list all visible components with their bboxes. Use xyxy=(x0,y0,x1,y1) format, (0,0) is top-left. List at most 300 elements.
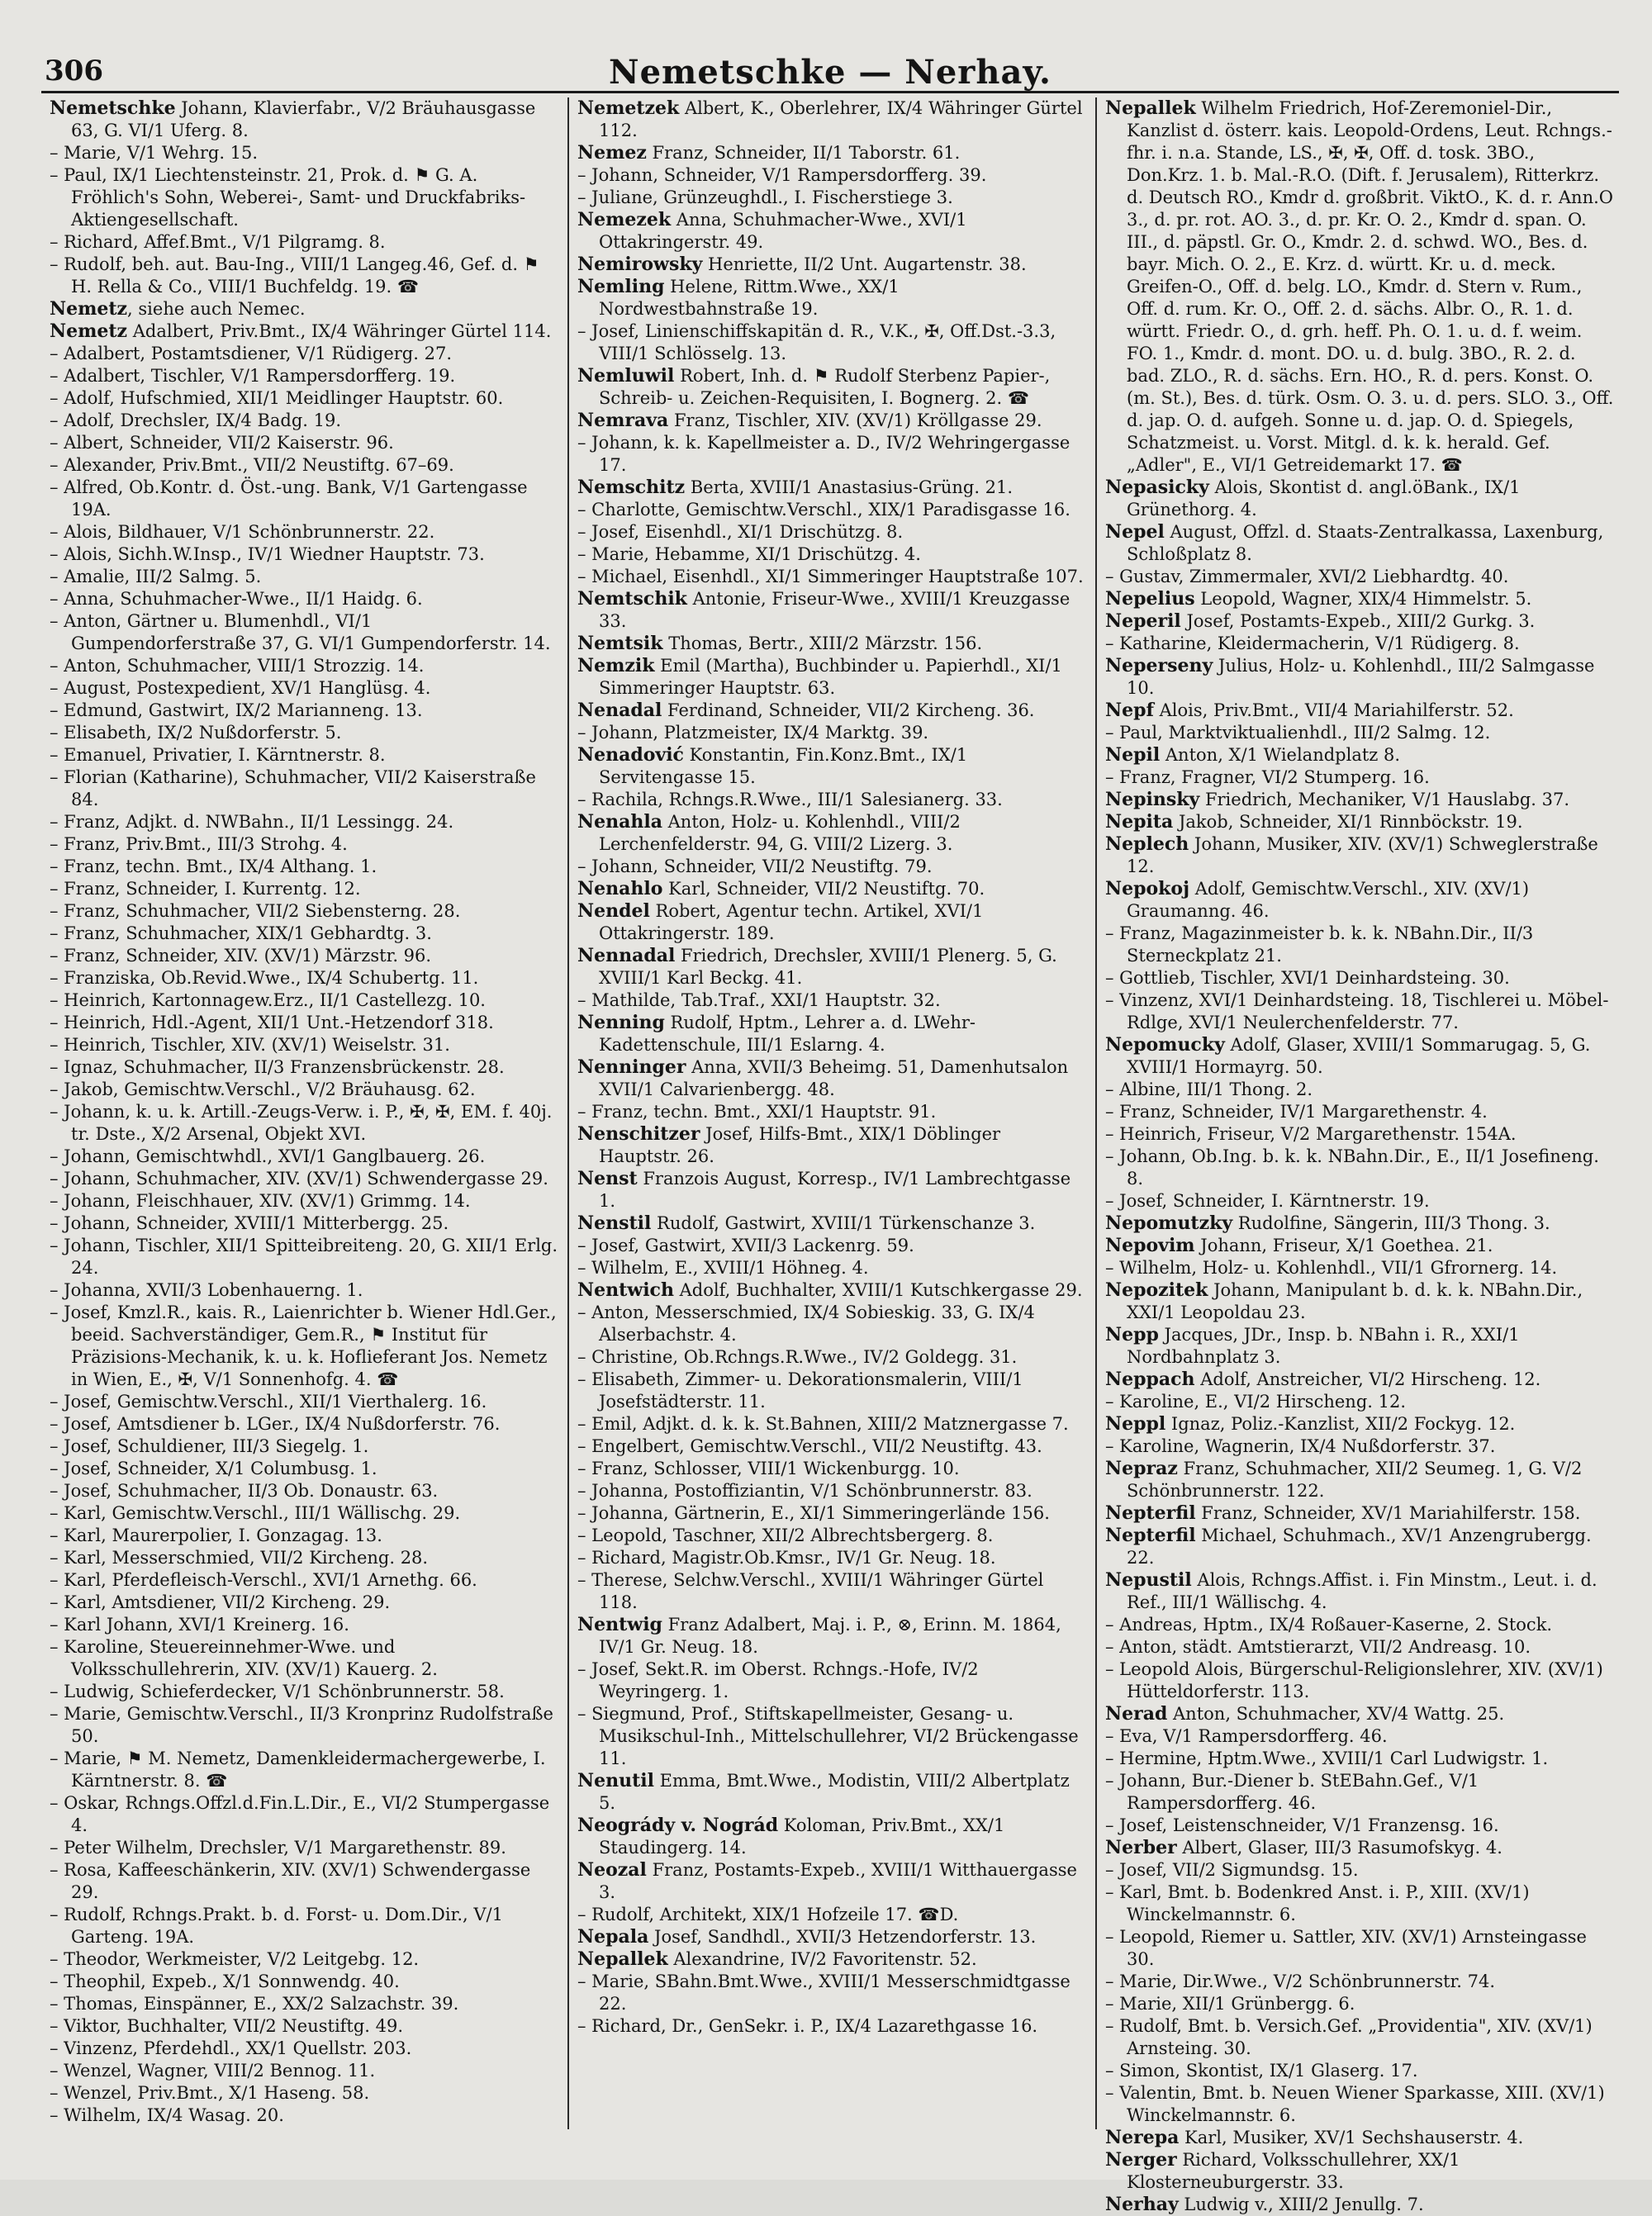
entry-text: – Johann, Bur.-Diener b. StEBahn.Gef., V/1 Rampersdorfferg. 46. xyxy=(1105,1771,1479,1813)
entry-text: – Gottlieb, Tischler, XVI/1 Deinhardsteing. 30. xyxy=(1105,968,1510,988)
entry-text: – Heinrich, Hdl.-Agent, XII/1 Unt.-Hetzendorf 318. xyxy=(50,1013,494,1032)
directory-entry xyxy=(577,722,1087,744)
entry-text: Alois, Priv.Bmt., VII/4 Mariahilferstr. 52. xyxy=(1153,700,1514,720)
entry-surname: Nentwig xyxy=(577,1614,662,1635)
directory-entry xyxy=(50,1792,559,1837)
directory-entry xyxy=(577,856,1087,878)
entry-text: – Engelbert, Gemischtw.Verschl., VII/2 Neustiftg. 43. xyxy=(577,1436,1042,1456)
entry-text: – Albine, III/1 Thong. 2. xyxy=(1105,1080,1313,1099)
directory-entry xyxy=(1105,1569,1615,1614)
entry-surname: Nenschitzer xyxy=(577,1123,700,1145)
entry-text: – Franz, Schuhmacher, VII/2 Siebensterng. 28. xyxy=(50,901,461,921)
entry-surname: Nepinsky xyxy=(1105,789,1200,810)
entry-surname: Nenstil xyxy=(577,1212,652,1234)
entry-text: – Johann, Gemischtwhdl., XVI/1 Ganglbauerg. 26. xyxy=(50,1146,486,1166)
entry-text: – Franz, Schneider, XIV. (XV/1) Märzstr. 96. xyxy=(50,946,432,966)
entry-text: – Rachila, Rchngs.R.Wwe., III/1 Salesianerg. 33. xyxy=(577,790,1003,809)
directory-entry xyxy=(1105,923,1615,967)
entry-text: – Josef, Kmzl.R., kais. R., Laienrichter b. Wiener Hdl.Ger., beeid. Sachverständiger, Gem.R., ⚑ Institut für Präzisions-Mechanik, k. u. k. Hoflieferant Jos. Nemetz in Wien, E., ✠, V/1 Sonnenhofg. 4. ☎ xyxy=(50,1303,557,1389)
entry-surname: Nepil xyxy=(1105,744,1161,766)
entry-text: – Heinrich, Friseur, V/2 Margarethenstr. 154A. xyxy=(1105,1124,1517,1144)
header-rule xyxy=(41,91,1619,93)
directory-entry xyxy=(577,1012,1087,1056)
directory-entry xyxy=(50,833,559,856)
directory-entry xyxy=(50,1948,559,1971)
entry-text: – Johann, Fleischhauer, XIV. (XV/1) Grimmg. 14. xyxy=(50,1191,471,1211)
directory-entry xyxy=(50,543,559,566)
directory-entry xyxy=(1105,766,1615,789)
entry-text: – Ignaz, Schuhmacher, II/3 Franzensbrückenstr. 28. xyxy=(50,1057,505,1077)
directory-entry xyxy=(1105,811,1615,833)
entry-text: Anna, Schuhmacher-Wwe., XVI/1 Ottakringerstr. 49. xyxy=(599,210,967,252)
entry-text: Franz, Tischler, XIV. (XV/1) Kröllgasse 29. xyxy=(668,410,1042,430)
entry-text: Robert, Agentur techn. Artikel, XVI/1 Ottakringerstr. 189. xyxy=(599,901,984,943)
directory-entry xyxy=(50,477,559,521)
entry-surname: Nemetz xyxy=(50,320,128,342)
directory-entry xyxy=(1105,1146,1615,1190)
directory-entry xyxy=(1105,1658,1615,1703)
entry-text: – Josef, Schuldiener, III/3 Siegelg. 1. xyxy=(50,1436,369,1456)
columns xyxy=(41,97,1623,2215)
entry-text: – Josef, VII/2 Sigmundsg. 15. xyxy=(1105,1860,1359,1880)
entry-text: Koloman, Priv.Bmt., XX/1 Staudingerg. 14. xyxy=(599,1815,1005,1858)
entry-text: – Johann, Schneider, V/1 Rampersdorfferg. 39. xyxy=(577,165,987,185)
directory-entry xyxy=(50,1547,559,1569)
entry-surname: Nepraz xyxy=(1105,1458,1178,1479)
directory-entry xyxy=(1105,633,1615,655)
entry-text: Adalbert, Priv.Bmt., IX/4 Währinger Gürtel 114. xyxy=(127,321,552,341)
entry-text: – Christine, Ob.Rchngs.R.Wwe., IV/2 Goldegg. 31. xyxy=(577,1347,1018,1367)
entry-text: – Marie, Dir.Wwe., V/2 Schönbrunnerstr. 74. xyxy=(1105,1972,1496,1991)
entry-text: – Josef, Schneider, I. Kärntnerstr. 19. xyxy=(1105,1191,1430,1211)
directory-entry xyxy=(1105,1279,1615,1324)
entry-text: – Richard, Dr., GenSekr. i. P., IX/4 Lazarethgasse 16. xyxy=(577,2016,1038,2036)
directory-entry xyxy=(577,1056,1087,1101)
entry-surname: Nepokoj xyxy=(1105,878,1190,899)
entry-text: – Franziska, Ob.Revid.Wwe., IX/4 Schubertg. 11. xyxy=(50,968,479,988)
entry-text: – Johanna, Postoffiziantin, V/1 Schönbrunnerstr. 83. xyxy=(577,1481,1032,1501)
entry-text: Alois, Rchngs.Affist. i. Fin Minstm., Leut. i. d. Ref., III/1 Wällischg. 4. xyxy=(1127,1570,1597,1612)
entry-text: – Theodor, Werkmeister, V/2 Leitgebg. 12. xyxy=(50,1949,420,1969)
entry-text: – Anton, Messerschmied, IX/4 Sobieskig. 33, G. IX/4 Alserbachstr. 4. xyxy=(577,1303,1035,1345)
directory-entry xyxy=(1105,1101,1615,1123)
entry-surname: Nepovim xyxy=(1105,1235,1195,1256)
directory-entry xyxy=(50,1480,559,1502)
directory-entry xyxy=(577,142,1087,164)
entry-text: – Albert, Schneider, VII/2 Kaiserstr. 96. xyxy=(50,433,394,453)
directory-entry xyxy=(50,1458,559,1480)
directory-entry xyxy=(577,1658,1087,1703)
directory-entry xyxy=(1105,477,1615,521)
entry-text: Berta, XVIII/1 Anastasius-Grüng. 21. xyxy=(685,477,1014,497)
directory-entry xyxy=(577,566,1087,588)
directory-entry xyxy=(577,900,1087,945)
entry-text: Adolf, Glaser, XVIII/1 Sommarugag. 5, G. XVIII/1 Hormayrg. 50. xyxy=(1127,1035,1591,1077)
entry-text: – Johanna, XVII/3 Lobenhauerng. 1. xyxy=(50,1280,363,1300)
entry-text: – Alexander, Priv.Bmt., VII/2 Neustiftg. 67–69. xyxy=(50,455,454,475)
directory-entry xyxy=(50,410,559,432)
entry-text: – August, Postexpedient, XV/1 Hanglüsg. 4. xyxy=(50,678,431,698)
entry-text: Ferdinand, Schneider, VII/2 Kircheng. 36. xyxy=(662,700,1035,720)
entry-text: – Florian (Katharine), Schuhmacher, VII/2 Kaiserstraße 84. xyxy=(50,767,536,809)
entry-text: Josef, Hilfs-Bmt., XIX/1 Döblinger Hauptstr. 26. xyxy=(599,1124,1001,1166)
entry-text: – Charlotte, Gemischtw.Verschl., XIX/1 Paradisgasse 16. xyxy=(577,500,1070,520)
entry-text: Jakob, Schneider, XI/1 Rinnböckstr. 19. xyxy=(1173,812,1523,832)
entry-text: Michael, Schuhmach., XV/1 Anzengrubergg. 22. xyxy=(1127,1526,1592,1568)
directory-entry xyxy=(577,1458,1087,1480)
directory-entry xyxy=(50,387,559,410)
entry-text: – Paul, IX/1 Liechtensteinstr. 21, Prok. d. ⚑ G. A. Fröhlich's Sohn, Weberei-, Samt- und Druckfabriks-Aktiengesellschaft. xyxy=(50,165,526,230)
directory-entry xyxy=(577,97,1087,142)
entry-surname: Nepala xyxy=(577,1926,649,1948)
entry-text: – Vinzenz, Pferdehdl., XX/1 Quellstr. 203. xyxy=(50,2038,412,2058)
entry-text: Franz, Schneider, II/1 Taborstr. 61. xyxy=(646,143,961,163)
directory-entry xyxy=(50,1502,559,1525)
directory-entry xyxy=(50,2015,559,2038)
directory-entry xyxy=(50,1413,559,1435)
entry-surname: Nemtsik xyxy=(577,633,663,654)
entry-text: – Siegmund, Prof., Stiftskapellmeister, Gesang- u. Musikschul-Inh., Mittelschullehrer, VI/2 Brückengasse 11. xyxy=(577,1704,1079,1768)
entry-text: Karl, Musiker, XV/1 Sechshauserstr. 4. xyxy=(1179,2128,1524,2147)
entry-text: Adolf, Gemischtw.Verschl., XIV. (XV/1) Graumanng. 46. xyxy=(1127,879,1530,921)
directory-entry xyxy=(1105,1748,1615,1770)
entry-text: – Anna, Schuhmacher-Wwe., II/1 Haidg. 6. xyxy=(50,589,423,609)
entry-text: Julius, Holz- u. Kohlenhdl., III/2 Salmgasse 10. xyxy=(1127,656,1595,698)
entry-text: Adolf, Anstreicher, VI/2 Hirscheng. 12. xyxy=(1194,1369,1541,1389)
directory-entry xyxy=(50,97,559,142)
entry-surname: Nemirowsky xyxy=(577,254,703,275)
directory-entry xyxy=(50,1525,559,1547)
entry-text: Friedrich, Mechaniker, V/1 Hauslabg. 37. xyxy=(1199,790,1570,809)
directory-entry xyxy=(1105,2082,1615,2127)
entry-text: Leopold, Wagner, XIX/4 Himmelstr. 5. xyxy=(1194,589,1532,609)
directory-entry xyxy=(1105,1079,1615,1101)
entry-text: – Alfred, Ob.Kontr. d. Öst.-ung. Bank, V/1 Gartengasse 19A. xyxy=(50,477,528,520)
entry-text: – Karl, Bmt. b. Bodenkred Anst. i. P., XIII. (XV/1) Winckelmannstr. 6. xyxy=(1105,1882,1530,1924)
directory-entry xyxy=(577,1257,1087,1279)
entry-text: – Johann, Tischler, XII/1 Spitteibreiteng. 20, G. XII/1 Erlg. 24. xyxy=(50,1236,558,1278)
directory-entry xyxy=(1105,1413,1615,1435)
entry-surname: Nepomutzky xyxy=(1105,1212,1233,1234)
entry-text: – Karoline, E., VI/2 Hirscheng. 12. xyxy=(1105,1392,1407,1412)
directory-entry xyxy=(50,1235,559,1279)
directory-entry xyxy=(1105,2149,1615,2194)
entry-text: Franzois August, Korresp., IV/1 Lambrechtgasse 1. xyxy=(599,1169,1071,1211)
column-2 xyxy=(567,97,1095,2129)
entry-text: – Johann, Platzmeister, IX/4 Marktg. 39. xyxy=(577,723,929,743)
entry-text: Josef, Postamts-Expeb., XIII/2 Gurkg. 3. xyxy=(1180,611,1536,631)
entry-text: – Elisabeth, Zimmer- u. Dekorationsmalerin, VIII/1 Josefstädterstr. 11. xyxy=(577,1369,1023,1412)
directory-entry xyxy=(577,2015,1087,2038)
entry-text: – Josef, Gastwirt, XVII/3 Lackenrg. 59. xyxy=(577,1236,914,1255)
directory-entry xyxy=(50,521,559,543)
directory-entry xyxy=(577,477,1087,499)
entry-surname: Nepasicky xyxy=(1105,477,1209,498)
entry-surname: Nenahlo xyxy=(577,878,663,899)
directory-entry xyxy=(50,1034,559,1056)
entry-text: – Franz, Priv.Bmt., III/3 Strohg. 4. xyxy=(50,834,348,854)
directory-entry xyxy=(577,365,1087,410)
entry-surname: Nenadović xyxy=(577,744,684,766)
entry-text: – Katharine, Kleidermacherin, V/1 Rüdigerg. 8. xyxy=(1105,633,1520,653)
directory-entry xyxy=(50,677,559,700)
directory-entry xyxy=(1105,1725,1615,1748)
directory-entry xyxy=(50,2060,559,2082)
directory-entry xyxy=(1105,1525,1615,1569)
directory-entry xyxy=(50,1190,559,1212)
entry-text: – Adolf, Hufschmied, XII/1 Meidlinger Hauptstr. 60. xyxy=(50,388,504,408)
entry-surname: Nemezek xyxy=(577,209,672,230)
entry-text: – Adalbert, Tischler, V/1 Rampersdorfferg. 19. xyxy=(50,366,456,386)
entry-text: – Rudolf, beh. aut. Bau-Ing., VIII/1 Langeg.46, Gef. d. ⚑ H. Rella & Co., VIII/1 Buchfeldg. 19. ☎ xyxy=(50,254,539,297)
directory-entry xyxy=(50,566,559,588)
entry-text: Wilhelm Friedrich, Hof-Zeremoniel-Dir., Kanzlist d. österr. kais. Leopold-Ordens, Leut. Rchngs.-fhr. i. n.a. Stande, LS., ✠, ✠, Off. d. tosk. 3BO., Don.Krz. 1. b. Mal.-R.O. (Dift. f. Jerusalem), Ritterkrz. d. Deutsch RO., Kmdr d. großbrit. ViktO., K. d. r. Ann.O 3., d. pr. rot. AO. 3., d. pr. Kr. O. 2., Kmdr d. span. O. III., d. päpstl. Gr. O., Kmdr. 2. d. schwd. WO., Bes. d. bayr. Mich. O. 2., E. Krz. d. württ. Kr. u. d. meck. Greifen-O., Off. d. belg. LO., Kmdr. d. Stern v. Rum., Off. d. rum. Kr. O., Off. 2. d. sächs. Albr. O., R. 1. d. württ. Friedr. O., d. grh. heff. Ph. O. 1. u. d. f. weim. FO. 1., Kmdr. d. mont. DO. u. d. bulg. 3BO., R. 2. d. bad. ZLO., R. d. sächs. Ern. HO., R. d. pers. Konst. O. (m. St.), Bes. d. türk. Osm. O. 3. u. d. pers. SLO. 3., Off. d. jap. O. d. aufgeh. Sonne u. d. jap. O. d. Spiegels, Schatzmeist. u. Vorst. Mitgl. d. k. k. herald. Gef. „Adler", E., VI/1 Getreidemarkt 17. ☎ xyxy=(1127,98,1614,475)
entry-surname: Nemetz xyxy=(50,298,128,320)
entry-surname: Nemling xyxy=(577,276,665,297)
entry-text: Rudolf, Hptm., Lehrer a. d. LWehr-Kadettenschule, III/1 Eslarng. 4. xyxy=(599,1013,976,1055)
entry-text: – Adolf, Drechsler, IX/4 Badg. 19. xyxy=(50,410,342,430)
directory-entry xyxy=(50,610,559,655)
entry-text: – Oskar, Rchngs.Offzl.d.Fin.L.Dir., E., VI/2 Stumpergasse 4. xyxy=(50,1793,550,1835)
entry-text: Anton, Schuhmacher, XV/4 Wattg. 25. xyxy=(1167,1704,1505,1724)
directory-entry xyxy=(577,164,1087,187)
directory-entry xyxy=(50,298,559,320)
entry-text: – Franz, techn. Bmt., IX/4 Althang. 1. xyxy=(50,857,377,876)
directory-entry xyxy=(50,1614,559,1636)
entry-text: – Jakob, Gemischtw.Verschl., V/2 Bräuhausg. 62. xyxy=(50,1080,476,1099)
entry-text: – Rudolf, Bmt. b. Versich.Gef. „Providentia", XIV. (XV/1) Arnsteing. 30. xyxy=(1105,2016,1593,2058)
directory-entry xyxy=(50,1703,559,1748)
entry-text: Alois, Skontist d. angl.öBank., IX/1 Grünethorg. 4. xyxy=(1127,477,1521,520)
directory-entry xyxy=(577,1926,1087,1948)
entry-text: Anton, X/1 Wielandplatz 8. xyxy=(1160,745,1401,765)
directory-entry xyxy=(1105,2060,1615,2082)
entry-text: – Alois, Bildhauer, V/1 Schönbrunnerstr. 22. xyxy=(50,522,435,542)
entry-text: – Josef, Eisenhdl., XI/1 Drischützg. 8. xyxy=(577,522,904,542)
entry-text: Emma, Bmt.Wwe., Modistin, VIII/2 Albertplatz 5. xyxy=(599,1771,1070,1813)
entry-text: – Johanna, Gärtnerin, E., XI/1 Simmeringerlände 156. xyxy=(577,1503,1050,1523)
directory-entry xyxy=(577,320,1087,365)
entry-text: – Adalbert, Postamtsdiener, V/1 Rüdigerg. 27. xyxy=(50,344,452,363)
directory-entry xyxy=(50,900,559,923)
entry-surname: Nenahla xyxy=(577,811,662,833)
entry-text: – Wilhelm, E., XVIII/1 Höhneg. 4. xyxy=(577,1258,869,1278)
entry-surname: Nemetschke xyxy=(50,97,176,119)
directory-entry xyxy=(50,1859,559,1904)
directory-entry xyxy=(577,1168,1087,1212)
directory-entry xyxy=(50,1636,559,1681)
entry-text: Friedrich, Drechsler, XVIII/1 Plenerg. 5, G. XVIII/1 Karl Beckg. 41. xyxy=(599,946,1057,988)
entry-text: – Anton, städt. Amtstierarzt, VII/2 Andreasg. 10. xyxy=(1105,1637,1531,1657)
entry-surname: Nendel xyxy=(577,900,650,922)
entry-surname: Nenst xyxy=(577,1168,638,1189)
directory-entry xyxy=(577,1369,1087,1413)
directory-entry xyxy=(1105,521,1615,566)
directory-entry xyxy=(577,1948,1087,1971)
entry-surname: Nemez xyxy=(577,142,647,164)
directory-entry xyxy=(577,789,1087,811)
entry-text: – Peter Wilhelm, Drechsler, V/1 Margarethenstr. 89. xyxy=(50,1838,506,1858)
entry-text: – Mathilde, Tab.Traf., XXI/1 Hauptstr. 32. xyxy=(577,990,941,1010)
entry-text: – Elisabeth, IX/2 Nußdorferstr. 5. xyxy=(50,723,342,743)
entry-text: – Josef, Gemischtw.Verschl., XII/1 Vierthalerg. 16. xyxy=(50,1392,487,1412)
entry-text: – Franz, Schuhmacher, XIX/1 Gebhardtg. 3. xyxy=(50,923,432,943)
entry-text: – Gustav, Zimmermaler, XVI/2 Liebhardtg. 40. xyxy=(1105,567,1509,586)
directory-entry xyxy=(1105,722,1615,744)
entry-text: Johann, Klavierfabr., V/2 Bräuhausgasse 63, G. VI/1 Uferg. 8. xyxy=(71,98,536,140)
entry-text: Jacques, JDr., Insp. b. NBahn i. R., XXI/1 Nordbahnplatz 3. xyxy=(1127,1325,1520,1367)
entry-text: – Therese, Selchw.Verschl., XVIII/1 Währinger Gürtel 118. xyxy=(577,1570,1044,1612)
entry-text: – Vinzenz, XVI/1 Deinhardsteing. 18, Tischlerei u. Möbel-Rdlge, XVI/1 Neulerchenfelderstr. 77. xyxy=(1105,990,1609,1032)
directory-entry xyxy=(50,1748,559,1792)
directory-entry xyxy=(50,766,559,811)
directory-entry xyxy=(1105,1770,1615,1815)
entry-text: – Michael, Eisenhdl., XI/1 Simmeringer Hauptstraße 107. xyxy=(577,567,1084,586)
directory-entry xyxy=(577,521,1087,543)
directory-entry xyxy=(1105,566,1615,588)
directory-entry xyxy=(577,811,1087,856)
entry-text: – Theophil, Expeb., X/1 Sonnwendg. 40. xyxy=(50,1972,400,1991)
directory-entry xyxy=(50,1146,559,1168)
entry-text: – Paul, Marktviktualienhdl., III/2 Salmg. 12. xyxy=(1105,723,1491,743)
entry-text: – Edmund, Gastwirt, IX/2 Marianneng. 13. xyxy=(50,700,423,720)
entry-text: – Karoline, Wagnerin, IX/4 Nußdorferstr. 37. xyxy=(1105,1436,1496,1456)
entry-text: – Franz, techn. Bmt., XXI/1 Hauptstr. 91. xyxy=(577,1102,937,1122)
entry-text: – Leopold, Riemer u. Sattler, XIV. (XV/1) Arnsteingasse 30. xyxy=(1105,1927,1587,1969)
directory-entry xyxy=(50,1101,559,1146)
directory-entry xyxy=(1105,588,1615,610)
entry-text: Antonie, Friseur-Wwe., XVIII/1 Kreuzgasse 33. xyxy=(599,589,1070,631)
directory-entry xyxy=(1105,1703,1615,1725)
directory-entry xyxy=(1105,1034,1615,1079)
entry-text: – Franz, Adjkt. d. NWBahn., II/1 Lessingg. 24. xyxy=(50,812,454,832)
entry-text: – Josef, Schuhmacher, II/3 Ob. Donaustr. 63. xyxy=(50,1481,439,1501)
entry-text: – Wenzel, Priv.Bmt., X/1 Haseng. 58. xyxy=(50,2083,370,2103)
entry-text: Thomas, Bertr., XIII/2 Märzstr. 156. xyxy=(662,633,983,653)
entry-text: – Karl, Gemischtw.Verschl., III/1 Wällischg. 29. xyxy=(50,1503,461,1523)
entry-text: – Simon, Skontist, IX/1 Glaserg. 17. xyxy=(1105,2061,1418,2081)
entry-text: Franz, Schuhmacher, XII/2 Seumeg. 1, G. V/2 Schönbrunnerstr. 122. xyxy=(1127,1459,1583,1501)
directory-entry xyxy=(577,945,1087,989)
entry-text: – Josef, Amtsdiener b. LGer., IX/4 Nußdorferstr. 76. xyxy=(50,1414,501,1434)
directory-entry xyxy=(50,1212,559,1235)
directory-entry xyxy=(577,700,1087,722)
directory-entry xyxy=(1105,97,1615,477)
directory-entry xyxy=(1105,655,1615,700)
directory-entry xyxy=(50,722,559,744)
entry-text: Rudolfine, Sängerin, III/3 Thong. 3. xyxy=(1232,1213,1550,1233)
directory-entry xyxy=(1105,610,1615,633)
entry-text: – Hermine, Hptm.Wwe., XVIII/1 Carl Ludwigstr. 1. xyxy=(1105,1749,1549,1768)
directory-entry xyxy=(50,164,559,231)
entry-text: – Richard, Magistr.Ob.Kmsr., IV/1 Gr. Neug. 18. xyxy=(577,1548,996,1568)
directory-entry xyxy=(1105,1859,1615,1881)
entry-surname: Neppach xyxy=(1105,1369,1195,1390)
entry-text: – Valentin, Bmt. b. Neuen Wiener Sparkasse, XIII. (XV/1) Winckelmannstr. 6. xyxy=(1105,2083,1605,2125)
directory-entry xyxy=(577,588,1087,633)
entry-text: – Heinrich, Tischler, XIV. (XV/1) Weiselstr. 31. xyxy=(50,1035,450,1055)
entry-text: Konstantin, Fin.Konz.Bmt., IX/1 Servitengasse 15. xyxy=(599,745,968,787)
entry-surname: Nerhay xyxy=(1105,2194,1179,2215)
entry-text: – Johann, k. u. k. Artill.-Zeugs-Verw. i. P., ✠, ✠, EM. f. 40j. tr. Dste., X/2 Arsenal, Objekt XVI. xyxy=(50,1102,553,1144)
entry-text: – Josef, Schneider, X/1 Columbusg. 1. xyxy=(50,1459,377,1478)
entry-text: Anton, Holz- u. Kohlenhdl., VIII/2 Lerchenfelderstr. 94, G. VIII/2 Lizerg. 3. xyxy=(599,812,961,854)
entry-surname: Nenning xyxy=(577,1012,665,1033)
directory-entry xyxy=(577,1101,1087,1123)
directory-entry xyxy=(1105,1212,1615,1235)
entry-surname: Nemetzek xyxy=(577,97,680,119)
entry-surname: Neppl xyxy=(1105,1413,1166,1435)
entry-text: Richard, Volksschullehrer, XX/1 Klosterneuburgerstr. 33. xyxy=(1127,2150,1460,2192)
directory-entry xyxy=(577,1502,1087,1525)
entry-text: – Johann, Schneider, VII/2 Neustiftg. 79. xyxy=(577,857,933,876)
directory-entry xyxy=(577,1815,1087,1859)
entry-text: – Karl Johann, XVI/1 Kreinerg. 16. xyxy=(50,1615,349,1635)
directory-entry xyxy=(577,1279,1087,1302)
directory-entry xyxy=(577,1123,1087,1168)
entry-surname: Nepterfil xyxy=(1105,1502,1196,1524)
entry-surname: Nepf xyxy=(1105,700,1154,721)
directory-entry xyxy=(1105,1636,1615,1658)
directory-entry xyxy=(50,2082,559,2104)
directory-entry xyxy=(50,254,559,298)
entry-surname: Neperil xyxy=(1105,610,1181,632)
entry-text: – Richard, Affef.Bmt., V/1 Pilgramg. 8. xyxy=(50,232,386,252)
entry-text: Johann, Manipulant b. d. k. k. NBahn.Dir., XXI/1 Leopoldau 23. xyxy=(1127,1280,1583,1322)
directory-entry xyxy=(577,1480,1087,1502)
entry-text: – Karl, Messerschmied, VII/2 Kircheng. 28. xyxy=(50,1548,429,1568)
directory-entry xyxy=(577,410,1087,432)
directory-entry xyxy=(577,499,1087,521)
directory-entry xyxy=(1105,1123,1615,1146)
directory-entry xyxy=(50,1391,559,1413)
directory-entry xyxy=(577,432,1087,477)
directory-entry xyxy=(50,1079,559,1101)
directory-entry xyxy=(50,967,559,989)
entry-text: – Ludwig, Schieferdecker, V/1 Schönbrunnerstr. 58. xyxy=(50,1682,505,1701)
directory-entry xyxy=(1105,967,1615,989)
entry-surname: Nemzik xyxy=(577,655,655,676)
entry-text: – Karl, Maurerpolier, I. Gonzagag. 13. xyxy=(50,1526,382,1545)
directory-entry xyxy=(577,1703,1087,1770)
directory-entry xyxy=(50,1592,559,1614)
entry-surname: Nepomucky xyxy=(1105,1034,1225,1056)
entry-surname: Nepustil xyxy=(1105,1569,1192,1591)
entry-text: – Johann, k. k. Kapellmeister a. D., IV/2 Wehringergasse 17. xyxy=(577,433,1070,475)
directory-entry xyxy=(1105,833,1615,878)
directory-entry xyxy=(1105,744,1615,766)
directory-entry xyxy=(50,811,559,833)
entry-text: Ignaz, Poliz.-Kanzlist, XII/2 Fockyg. 12. xyxy=(1165,1414,1516,1434)
directory-entry xyxy=(1105,1837,1615,1859)
directory-entry xyxy=(577,1904,1087,1926)
directory-entry xyxy=(50,454,559,477)
directory-entry xyxy=(50,744,559,766)
directory-entry xyxy=(577,655,1087,700)
directory-entry xyxy=(1105,1391,1615,1413)
directory-entry xyxy=(1105,989,1615,1034)
directory-entry xyxy=(1105,1502,1615,1525)
entry-text: – Josef, Linienschiffskapitän d. R., V.K., ✠, Off.Dst.-3.3, VIII/1 Schlösselg. 13. xyxy=(577,321,1056,363)
directory-entry xyxy=(50,320,559,343)
directory-entry xyxy=(50,923,559,945)
directory-entry xyxy=(577,1212,1087,1235)
directory-entry xyxy=(50,945,559,967)
directory-entry xyxy=(1105,2015,1615,2060)
entry-text: – Franz, Schneider, I. Kurrentg. 12. xyxy=(50,879,361,899)
entry-text: Karl, Schneider, VII/2 Neustiftg. 70. xyxy=(662,879,985,899)
entry-surname: Nenninger xyxy=(577,1056,686,1078)
